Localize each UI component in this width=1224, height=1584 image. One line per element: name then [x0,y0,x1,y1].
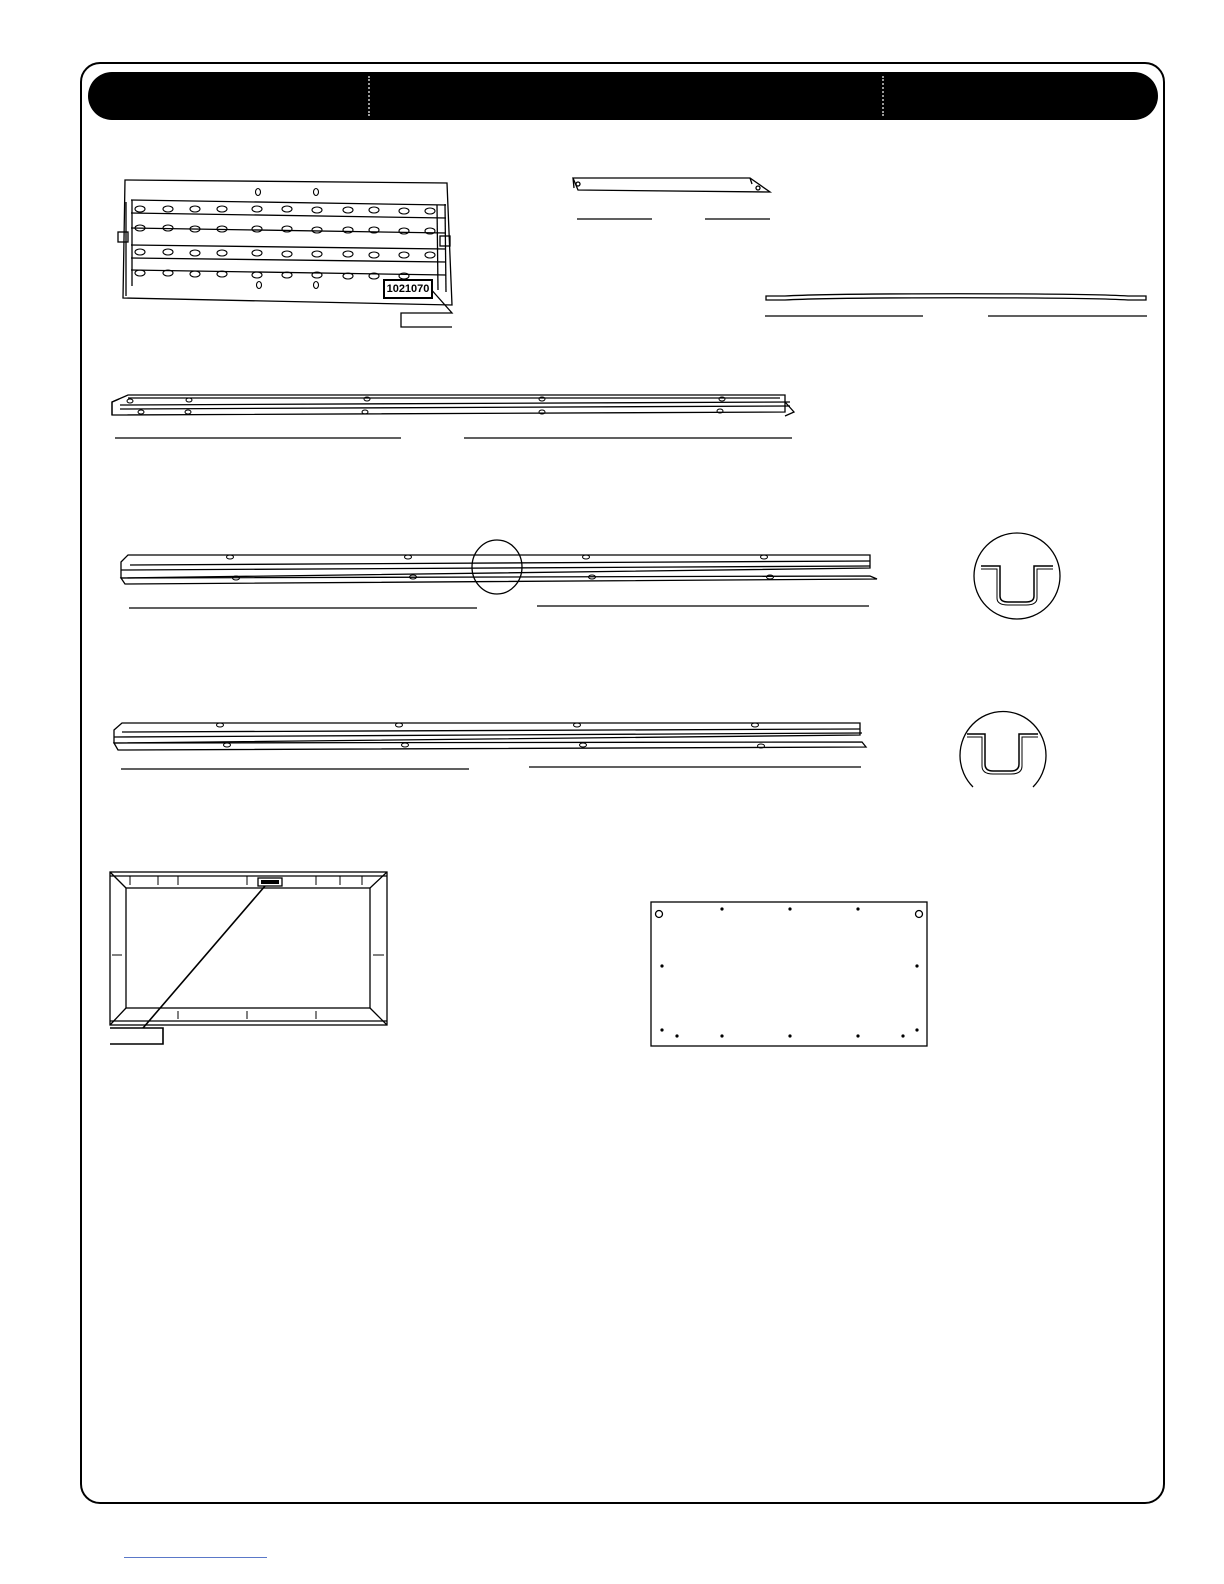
rectangular-frame-drawing [110,872,387,1044]
flat-panel-drawing [651,902,927,1046]
short-bracket-drawing [573,178,770,219]
long-rod-drawing [765,294,1147,316]
channel-rail-1-drawing [112,395,794,438]
part-number-label: 1021070 [383,279,433,299]
channel-rail-2-drawing [121,533,1060,619]
shelf-frame-drawing [118,180,452,327]
channel-rail-3-drawing [114,711,1046,787]
footer-link-underline[interactable] [124,1557,267,1558]
